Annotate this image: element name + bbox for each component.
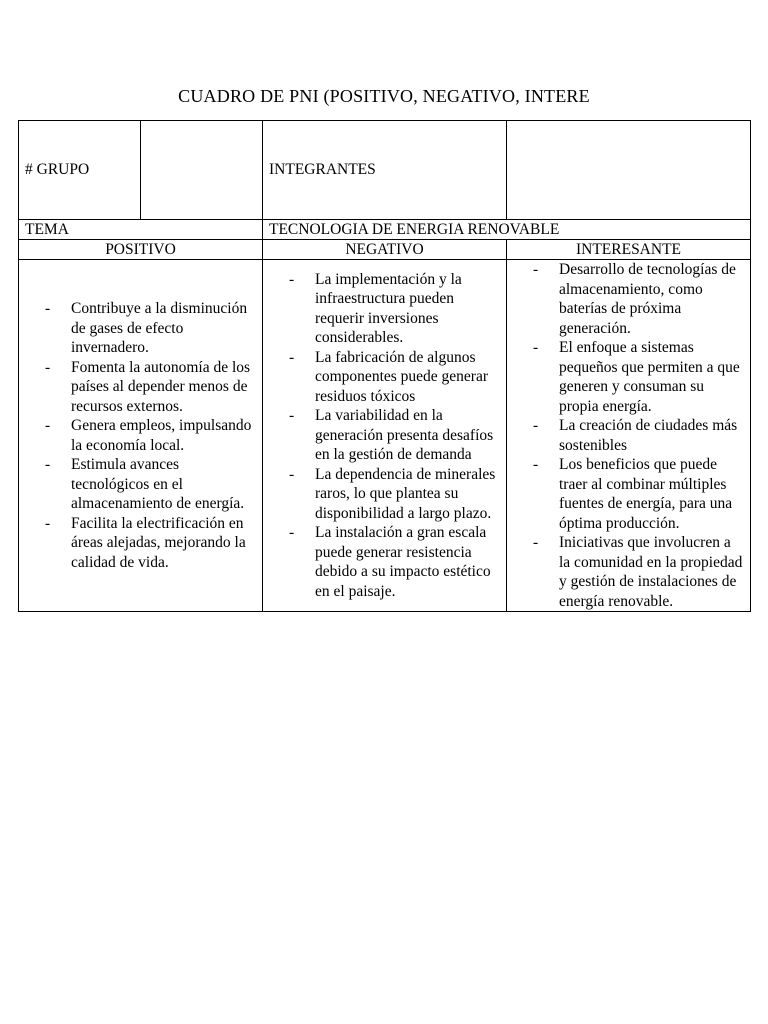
group-row: [19, 121, 751, 220]
bullet-dash: -: [45, 358, 51, 376]
list-item: [25, 358, 256, 417]
members-value-cell[interactable]: [507, 121, 751, 220]
list-item-text: Contribuye a la disminución de gases de efecto invernadero.: [71, 300, 248, 356]
bullet-dash: -: [289, 270, 295, 288]
list-item-text: La implementación y la infraestructura pueden requerir inversiones considerables.: [315, 270, 462, 347]
list-item-text: Estimula avances tecnológicos en el almacenamiento de energía.: [71, 456, 245, 512]
positive-cell: [19, 260, 263, 612]
list-item-text: La creación de ciudades más sostenibles: [559, 417, 738, 454]
group-value-cell[interactable]: [141, 121, 263, 220]
column-header-row: [19, 240, 751, 260]
list-item-text: Genera empleos, impulsando la economía local.: [71, 417, 252, 454]
list-item-text: Facilita la electrificación en áreas alejadas, mejorando la calidad de vida.: [71, 514, 246, 571]
topic-label: TEMA: [19, 220, 263, 240]
bullet-dash: -: [289, 407, 295, 425]
list-item: [513, 260, 744, 338]
list-item: [513, 533, 744, 611]
list-item: [269, 523, 500, 601]
list-item: [513, 338, 744, 416]
list-item: [25, 455, 256, 514]
list-item-text: Los beneficios que puede traer al combinar múltiples fuentes de energía, para una óptima producción.: [559, 456, 733, 532]
bullet-dash: -: [533, 261, 539, 278]
bullet-dash: -: [45, 514, 51, 532]
content-row: [19, 260, 751, 612]
bullet-dash: -: [533, 534, 539, 551]
pni-table: [18, 120, 751, 612]
bullet-dash: -: [45, 417, 51, 434]
topic-value: TECNOLOGIA DE ENERGIA RENOVABLE: [263, 220, 751, 240]
list-item-text: Desarrollo de tecnologías de almacenamiento, como baterías de próxima generación.: [559, 261, 736, 337]
list-item: [269, 270, 500, 348]
bullet-dash: -: [289, 348, 295, 366]
list-item-text: La instalación a gran escala puede generar resistencia debido a su impacto estético en el paisaje.: [315, 524, 491, 600]
list-item: [25, 514, 256, 573]
list-item: [513, 455, 744, 533]
list-item-text: Iniciativas que involucren a la comunidad en la propiedad y gestión de instalaciones de energía renovable.: [559, 534, 743, 610]
list-item-text: La dependencia de minerales raros, lo que plantea su disponibilidad a largo plazo.: [315, 465, 496, 522]
group-label: # GRUPO: [19, 121, 141, 220]
list-item: [25, 416, 256, 455]
bullet-dash: -: [289, 465, 295, 483]
bullet-dash: -: [533, 456, 539, 473]
negative-list: [269, 270, 500, 602]
interesting-cell: [507, 260, 751, 612]
list-item-text: Fomenta la autonomía de los países al depender menos de recursos externos.: [71, 358, 251, 415]
topic-row: [19, 220, 751, 240]
positive-header: POSITIVO: [19, 240, 263, 260]
list-item-text: La fabricación de algunos componentes puede generar residuos tóxicos: [315, 348, 489, 405]
bullet-dash: -: [45, 456, 51, 473]
bullet-dash: -: [533, 417, 539, 434]
list-item-text: La variabilidad en la generación presenta desafíos en la gestión de demanda: [315, 407, 494, 464]
negative-header: NEGATIVO: [263, 240, 507, 260]
list-item: [25, 299, 256, 358]
members-label: INTEGRANTES: [263, 121, 507, 220]
list-item: [269, 465, 500, 524]
list-item-text: El enfoque a sistemas pequeños que permiten a que generen y consuman su propia energía.: [559, 339, 740, 415]
interesting-list: [513, 260, 744, 611]
bullet-dash: -: [533, 339, 539, 356]
interesting-header: INTERESANTE: [507, 240, 751, 260]
page-title: CUADRO DE PNI (POSITIVO, NEGATIVO, INTERE: [178, 86, 590, 106]
bullet-dash: -: [289, 524, 295, 542]
list-item: [513, 416, 744, 455]
negative-cell: [263, 260, 507, 612]
positive-list: [25, 299, 256, 572]
list-item: [269, 348, 500, 407]
list-item: [269, 406, 500, 465]
bullet-dash: -: [45, 300, 51, 317]
